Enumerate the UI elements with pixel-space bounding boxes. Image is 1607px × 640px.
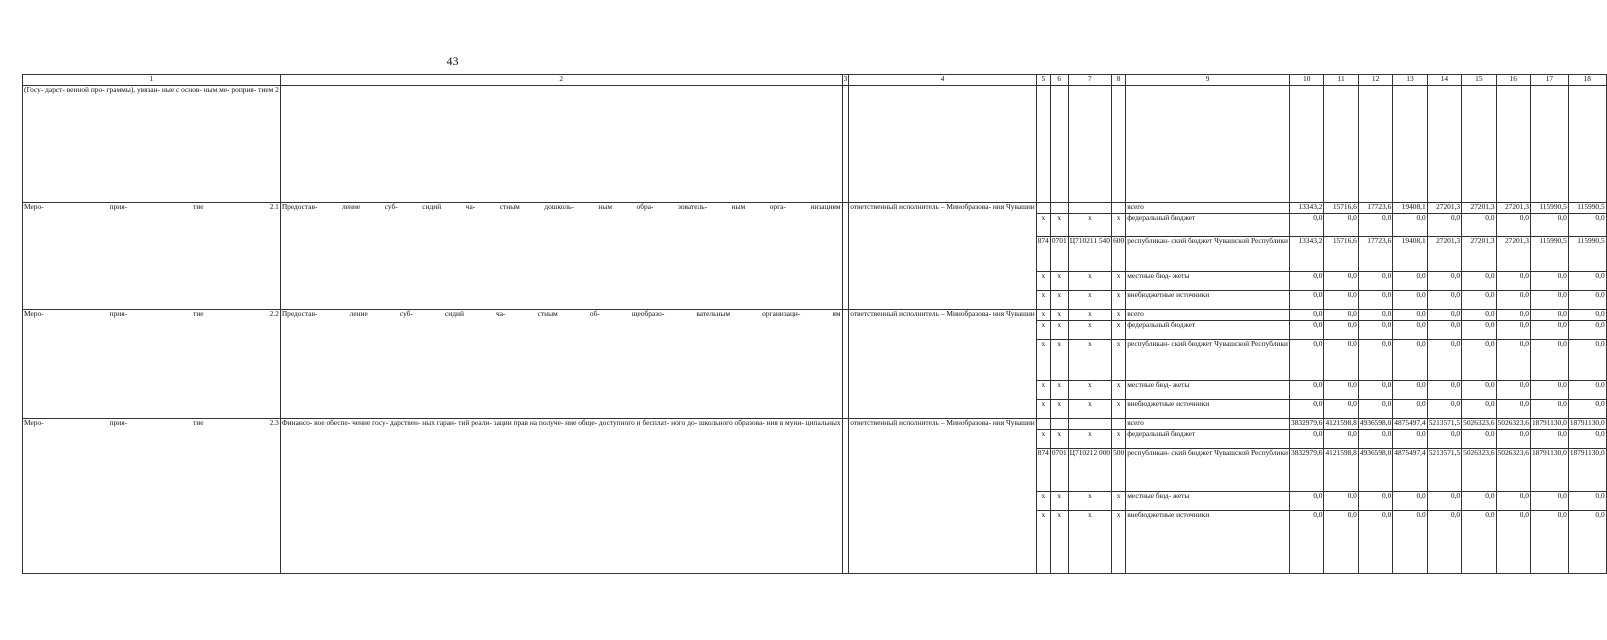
budget-code-section: x bbox=[1050, 381, 1068, 400]
amount-value-col-13: 19408,1 bbox=[1393, 237, 1427, 272]
responsible-executor: ответственный исполнитель – Минобразова- ния Чувашии bbox=[849, 419, 1037, 574]
funding-source: федеральный бюджет bbox=[1126, 430, 1290, 449]
amount-value-col-13: 0,0 bbox=[1393, 492, 1427, 511]
column-header-11: 11 bbox=[1324, 75, 1358, 86]
amount-value-col-11: 0,0 bbox=[1324, 214, 1358, 237]
amount-value-col-16: 0,0 bbox=[1496, 291, 1530, 310]
amount-value-col-14: 0,0 bbox=[1427, 381, 1461, 400]
page-number: 43 bbox=[446, 54, 459, 68]
amount-value-col-12: 0,0 bbox=[1358, 214, 1392, 237]
amount-value-col-16: 0,0 bbox=[1496, 340, 1530, 381]
amount-value-col-15: 27201,3 bbox=[1462, 237, 1496, 272]
amount-value-col-18: 0,0 bbox=[1568, 511, 1606, 574]
amount-value-col-17: 0,0 bbox=[1530, 381, 1568, 400]
budget-code-expense-type: x bbox=[1112, 214, 1126, 237]
budget-code-grbs: x bbox=[1036, 400, 1050, 419]
amount-value-col-17: 115990,5 bbox=[1530, 203, 1568, 214]
measure-description: Предостав- ление суб- сидий ча- стным дошколь- ным обра- зователь- ным орга- низациям bbox=[280, 203, 842, 310]
amount-value-col-11: 0,0 bbox=[1324, 272, 1358, 291]
amount-value-col-14: 0,0 bbox=[1427, 321, 1461, 340]
amount-value-col-12: 0,0 bbox=[1358, 340, 1392, 381]
amount-value-col-10: 3832979,6 bbox=[1290, 419, 1324, 430]
column-header-18: 18 bbox=[1568, 75, 1606, 86]
budget-code-section: x bbox=[1050, 511, 1068, 574]
funding-source: всего bbox=[1126, 419, 1290, 430]
budget-code-section: x bbox=[1050, 492, 1068, 511]
amount-value-col-14: 0,0 bbox=[1427, 310, 1461, 321]
amount-value-col-16: 0,0 bbox=[1496, 310, 1530, 321]
budget-code-target-article: Ц710211 540 bbox=[1068, 237, 1111, 272]
amount-value-col-12: 0,0 bbox=[1358, 272, 1392, 291]
amount-value-col-10: 0,0 bbox=[1290, 321, 1324, 340]
amount-value-col-10: 13343,2 bbox=[1290, 237, 1324, 272]
column-header-4: 4 bbox=[849, 75, 1037, 86]
funding-source: внебюджетные источники bbox=[1126, 291, 1290, 310]
budget-code-section: x bbox=[1050, 430, 1068, 449]
amount-value-col-14: 0,0 bbox=[1427, 492, 1461, 511]
amount-value-col-14: 0,0 bbox=[1427, 272, 1461, 291]
budget-code-expense-type: x bbox=[1112, 291, 1126, 310]
budget-code-section: x bbox=[1050, 214, 1068, 237]
budget-code-grbs: 874 bbox=[1036, 237, 1050, 272]
measure-name: Меро- прия- тие 2.2 bbox=[23, 310, 281, 419]
funding-source: республикан- ский бюджет Чувашской Республики bbox=[1126, 340, 1290, 381]
amount-value-col-18: 0,0 bbox=[1568, 492, 1606, 511]
table-row bbox=[23, 86, 1607, 203]
budget-code-target-article bbox=[1068, 419, 1111, 430]
column-header-15: 15 bbox=[1462, 75, 1496, 86]
amount-value-col-16: 0,0 bbox=[1496, 381, 1530, 400]
amount-value-col-10: 3832979,6 bbox=[1290, 449, 1324, 492]
amount-value-col-18: 18791130,0 bbox=[1568, 449, 1606, 492]
amount-value-col-11: 0,0 bbox=[1324, 340, 1358, 381]
budget-code-grbs: x bbox=[1036, 291, 1050, 310]
measure-name: Меро- прия- тие 2.3 bbox=[23, 419, 281, 574]
amount-value-col-17: 0,0 bbox=[1530, 492, 1568, 511]
amount-value-col-14: 0,0 bbox=[1427, 430, 1461, 449]
budget-code-target-article: x bbox=[1068, 321, 1111, 340]
amount-value-col-16: 0,0 bbox=[1496, 214, 1530, 237]
amount-value-col-12: 0,0 bbox=[1358, 321, 1392, 340]
budget-code-grbs: x bbox=[1036, 430, 1050, 449]
measure-name: Меро- прия- тие 2.1 bbox=[23, 203, 281, 310]
empty-cell bbox=[1496, 86, 1530, 203]
amount-value-col-14: 27201,3 bbox=[1427, 203, 1461, 214]
funding-source: местные бюд- жеты bbox=[1126, 492, 1290, 511]
budget-code-expense-type: x bbox=[1112, 492, 1126, 511]
empty-cell bbox=[1530, 86, 1568, 203]
funding-source: местные бюд- жеты bbox=[1126, 272, 1290, 291]
budget-code-expense-type: x bbox=[1112, 272, 1126, 291]
amount-value-col-10: 0,0 bbox=[1290, 340, 1324, 381]
budget-code-grbs: x bbox=[1036, 272, 1050, 291]
amount-value-col-15: 5026323,6 bbox=[1462, 419, 1496, 430]
budget-code-target-article: x bbox=[1068, 492, 1111, 511]
amount-value-col-10: 0,0 bbox=[1290, 291, 1324, 310]
budget-code-section: x bbox=[1050, 340, 1068, 381]
empty-cell bbox=[1358, 86, 1392, 203]
amount-value-col-15: 0,0 bbox=[1462, 430, 1496, 449]
budget-code-grbs: x bbox=[1036, 214, 1050, 237]
amount-value-col-15: 0,0 bbox=[1462, 272, 1496, 291]
amount-value-col-11: 15716,6 bbox=[1324, 203, 1358, 214]
measure-description: Финансо- вое обеспе- чение госу- дарствен- ных гаран- тий реали- зации прав на получе- ние обще- доступного и бесплат- ного до- школьного образова- ния в муни- ципальных bbox=[280, 419, 842, 574]
amount-value-col-15: 0,0 bbox=[1462, 492, 1496, 511]
budget-code-target-article: x bbox=[1068, 511, 1111, 574]
column-header-16: 16 bbox=[1496, 75, 1530, 86]
amount-value-col-18: 0,0 bbox=[1568, 214, 1606, 237]
amount-value-col-14: 0,0 bbox=[1427, 340, 1461, 381]
column-header-5: 5 bbox=[1036, 75, 1050, 86]
amount-value-col-18: 0,0 bbox=[1568, 340, 1606, 381]
amount-value-col-17: 0,0 bbox=[1530, 310, 1568, 321]
budget-code-section: 0701 bbox=[1050, 237, 1068, 272]
amount-value-col-13: 19408,1 bbox=[1393, 203, 1427, 214]
budget-code-grbs: x bbox=[1036, 492, 1050, 511]
budget-code-section bbox=[1050, 203, 1068, 214]
table-row bbox=[23, 310, 1607, 321]
amount-value-col-18: 0,0 bbox=[1568, 310, 1606, 321]
amount-value-col-16: 5026323,6 bbox=[1496, 419, 1530, 430]
amount-value-col-11: 0,0 bbox=[1324, 310, 1358, 321]
empty-cell bbox=[1324, 86, 1358, 203]
amount-value-col-11: 0,0 bbox=[1324, 291, 1358, 310]
amount-value-col-17: 0,0 bbox=[1530, 272, 1568, 291]
amount-value-col-12: 0,0 bbox=[1358, 310, 1392, 321]
amount-value-col-12: 0,0 bbox=[1358, 430, 1392, 449]
amount-value-col-13: 0,0 bbox=[1393, 272, 1427, 291]
amount-value-col-18: 0,0 bbox=[1568, 291, 1606, 310]
amount-value-col-13: 0,0 bbox=[1393, 214, 1427, 237]
amount-value-col-17: 115990,5 bbox=[1530, 237, 1568, 272]
budget-code-expense-type: x bbox=[1112, 340, 1126, 381]
funding-source: всего bbox=[1126, 203, 1290, 214]
budget-code-section: x bbox=[1050, 291, 1068, 310]
amount-value-col-12: 4936598,0 bbox=[1358, 449, 1392, 492]
budget-code-expense-type: x bbox=[1112, 310, 1126, 321]
amount-value-col-13: 4875497,4 bbox=[1393, 419, 1427, 430]
amount-value-col-17: 0,0 bbox=[1530, 511, 1568, 574]
budget-code-section: x bbox=[1050, 400, 1068, 419]
amount-value-col-17: 0,0 bbox=[1530, 340, 1568, 381]
amount-value-col-18: 18791130,0 bbox=[1568, 419, 1606, 430]
budget-code-expense-type: x bbox=[1112, 381, 1126, 400]
amount-value-col-17: 0,0 bbox=[1530, 400, 1568, 419]
column-header-1: 1 bbox=[23, 75, 281, 86]
empty-cell bbox=[842, 86, 849, 203]
amount-value-col-10: 0,0 bbox=[1290, 492, 1324, 511]
amount-value-col-13: 0,0 bbox=[1393, 400, 1427, 419]
amount-value-col-18: 0,0 bbox=[1568, 430, 1606, 449]
amount-value-col-11: 0,0 bbox=[1324, 430, 1358, 449]
budget-code-target-article: x bbox=[1068, 291, 1111, 310]
empty-cell bbox=[1036, 86, 1050, 203]
amount-value-col-13: 0,0 bbox=[1393, 430, 1427, 449]
budget-code-expense-type bbox=[1112, 419, 1126, 430]
budget-code-target-article: x bbox=[1068, 272, 1111, 291]
funding-source: всего bbox=[1126, 310, 1290, 321]
budget-code-grbs bbox=[1036, 419, 1050, 430]
empty-cell bbox=[1126, 86, 1290, 203]
amount-value-col-10: 0,0 bbox=[1290, 310, 1324, 321]
amount-value-col-14: 0,0 bbox=[1427, 511, 1461, 574]
amount-value-col-17: 18791130,0 bbox=[1530, 419, 1568, 430]
amount-value-col-14: 5213571,5 bbox=[1427, 449, 1461, 492]
amount-value-col-17: 0,0 bbox=[1530, 291, 1568, 310]
amount-value-col-16: 27201,3 bbox=[1496, 203, 1530, 214]
column-header-14: 14 bbox=[1427, 75, 1461, 86]
amount-value-col-13: 0,0 bbox=[1393, 511, 1427, 574]
budget-code-grbs: x bbox=[1036, 321, 1050, 340]
amount-value-col-13: 0,0 bbox=[1393, 381, 1427, 400]
column-header-8: 8 bbox=[1112, 75, 1126, 86]
amount-value-col-18: 0,0 bbox=[1568, 400, 1606, 419]
empty-cell bbox=[1290, 86, 1324, 203]
program-linked-label: (Госу- дарст- венной про- граммы), увязан- ные с основ- ным ме- роприя- тием 2 bbox=[23, 86, 281, 203]
table-row bbox=[23, 203, 1607, 214]
amount-value-col-13: 0,0 bbox=[1393, 321, 1427, 340]
amount-value-col-15: 0,0 bbox=[1462, 291, 1496, 310]
amount-value-col-12: 0,0 bbox=[1358, 400, 1392, 419]
budget-code-section: x bbox=[1050, 310, 1068, 321]
amount-value-col-12: 17723,6 bbox=[1358, 237, 1392, 272]
amount-value-col-11: 0,0 bbox=[1324, 321, 1358, 340]
budget-code-expense-type bbox=[1112, 203, 1126, 214]
amount-value-col-11: 0,0 bbox=[1324, 381, 1358, 400]
column-header-6: 6 bbox=[1050, 75, 1068, 86]
amount-value-col-18: 0,0 bbox=[1568, 381, 1606, 400]
column-header-9: 9 bbox=[1126, 75, 1290, 86]
amount-value-col-15: 0,0 bbox=[1462, 511, 1496, 574]
amount-value-col-13: 4875497,4 bbox=[1393, 449, 1427, 492]
budget-code-target-article bbox=[1068, 203, 1111, 214]
amount-value-col-15: 0,0 bbox=[1462, 214, 1496, 237]
amount-value-col-16: 5026323,6 bbox=[1496, 449, 1530, 492]
amount-value-col-11: 0,0 bbox=[1324, 492, 1358, 511]
table-row bbox=[23, 419, 1607, 430]
budget-code-section: x bbox=[1050, 272, 1068, 291]
empty-cell bbox=[1462, 86, 1496, 203]
empty-cell bbox=[1050, 86, 1068, 203]
amount-value-col-13: 0,0 bbox=[1393, 291, 1427, 310]
amount-value-col-11: 4121598,8 bbox=[1324, 449, 1358, 492]
amount-value-col-12: 0,0 bbox=[1358, 291, 1392, 310]
amount-value-col-11: 15716,6 bbox=[1324, 237, 1358, 272]
column-header-2: 2 bbox=[280, 75, 842, 86]
amount-value-col-14: 5213571,5 bbox=[1427, 419, 1461, 430]
budget-table bbox=[22, 74, 1607, 574]
amount-value-col-16: 0,0 bbox=[1496, 272, 1530, 291]
amount-value-col-16: 27201,3 bbox=[1496, 237, 1530, 272]
budget-code-section bbox=[1050, 419, 1068, 430]
amount-value-col-14: 0,0 bbox=[1427, 214, 1461, 237]
amount-value-col-11: 4121598,8 bbox=[1324, 419, 1358, 430]
funding-source: республикан- ский бюджет Чувашской Республики bbox=[1126, 237, 1290, 272]
amount-value-col-18: 115990,5 bbox=[1568, 237, 1606, 272]
empty-cell bbox=[842, 419, 849, 574]
funding-source: внебюджетные источники bbox=[1126, 400, 1290, 419]
amount-value-col-14: 0,0 bbox=[1427, 291, 1461, 310]
empty-cell bbox=[849, 86, 1037, 203]
amount-value-col-18: 0,0 bbox=[1568, 272, 1606, 291]
table-header-row bbox=[23, 75, 1607, 86]
column-header-13: 13 bbox=[1393, 75, 1427, 86]
measure-description: Предостав- ление суб- сидий ча- стным об- щеобразо- вательным организаци- ям bbox=[280, 310, 842, 419]
amount-value-col-10: 13343,2 bbox=[1290, 203, 1324, 214]
budget-code-target-article: Ц710212 000 bbox=[1068, 449, 1111, 492]
amount-value-col-16: 0,0 bbox=[1496, 492, 1530, 511]
amount-value-col-18: 0,0 bbox=[1568, 321, 1606, 340]
amount-value-col-17: 18791130,0 bbox=[1530, 449, 1568, 492]
amount-value-col-10: 0,0 bbox=[1290, 511, 1324, 574]
amount-value-col-11: 0,0 bbox=[1324, 400, 1358, 419]
funding-source: республикан- ский бюджет Чувашской Республики bbox=[1126, 449, 1290, 492]
amount-value-col-15: 0,0 bbox=[1462, 400, 1496, 419]
amount-value-col-15: 27201,3 bbox=[1462, 203, 1496, 214]
budget-code-grbs: x bbox=[1036, 511, 1050, 574]
budget-code-target-article: x bbox=[1068, 310, 1111, 321]
budget-code-section: x bbox=[1050, 321, 1068, 340]
empty-cell bbox=[1068, 86, 1111, 203]
budget-code-grbs: 874 bbox=[1036, 449, 1050, 492]
funding-source: федеральный бюджет bbox=[1126, 321, 1290, 340]
amount-value-col-15: 0,0 bbox=[1462, 381, 1496, 400]
budget-code-expense-type: x bbox=[1112, 400, 1126, 419]
responsible-executor: ответственный исполнитель – Минобразова- ния Чувашии bbox=[849, 203, 1037, 310]
budget-code-expense-type: 500 bbox=[1112, 449, 1126, 492]
empty-cell bbox=[842, 310, 849, 419]
amount-value-col-16: 0,0 bbox=[1496, 321, 1530, 340]
amount-value-col-16: 0,0 bbox=[1496, 430, 1530, 449]
budget-code-grbs: x bbox=[1036, 381, 1050, 400]
amount-value-col-17: 0,0 bbox=[1530, 321, 1568, 340]
amount-value-col-12: 0,0 bbox=[1358, 381, 1392, 400]
amount-value-col-10: 0,0 bbox=[1290, 430, 1324, 449]
column-header-12: 12 bbox=[1358, 75, 1392, 86]
empty-cell bbox=[842, 203, 849, 310]
funding-source: федеральный бюджет bbox=[1126, 214, 1290, 237]
amount-value-col-12: 4936598,0 bbox=[1358, 419, 1392, 430]
empty-cell bbox=[280, 86, 842, 203]
amount-value-col-10: 0,0 bbox=[1290, 214, 1324, 237]
budget-code-expense-type: 600 bbox=[1112, 237, 1126, 272]
budget-code-target-article: x bbox=[1068, 400, 1111, 419]
amount-value-col-12: 0,0 bbox=[1358, 492, 1392, 511]
amount-value-col-15: 5026323,6 bbox=[1462, 449, 1496, 492]
funding-source: внебюджетные источники bbox=[1126, 511, 1290, 574]
budget-code-expense-type: x bbox=[1112, 511, 1126, 574]
budget-code-expense-type: x bbox=[1112, 321, 1126, 340]
column-header-10: 10 bbox=[1290, 75, 1324, 86]
budget-code-target-article: x bbox=[1068, 381, 1111, 400]
budget-code-section: 0701 bbox=[1050, 449, 1068, 492]
amount-value-col-15: 0,0 bbox=[1462, 340, 1496, 381]
column-header-17: 17 bbox=[1530, 75, 1568, 86]
budget-code-target-article: x bbox=[1068, 430, 1111, 449]
amount-value-col-13: 0,0 bbox=[1393, 340, 1427, 381]
amount-value-col-18: 115990,5 bbox=[1568, 203, 1606, 214]
empty-cell bbox=[1393, 86, 1427, 203]
budget-code-grbs: x bbox=[1036, 340, 1050, 381]
amount-value-col-16: 0,0 bbox=[1496, 400, 1530, 419]
responsible-executor: ответственный исполнитель – Минобразова- ния Чувашии bbox=[849, 310, 1037, 419]
amount-value-col-17: 0,0 bbox=[1530, 214, 1568, 237]
amount-value-col-15: 0,0 bbox=[1462, 310, 1496, 321]
empty-cell bbox=[1112, 86, 1126, 203]
budget-code-grbs: x bbox=[1036, 310, 1050, 321]
amount-value-col-14: 27201,3 bbox=[1427, 237, 1461, 272]
empty-cell bbox=[1568, 86, 1606, 203]
amount-value-col-17: 0,0 bbox=[1530, 430, 1568, 449]
budget-code-target-article: x bbox=[1068, 214, 1111, 237]
budget-code-expense-type: x bbox=[1112, 430, 1126, 449]
amount-value-col-10: 0,0 bbox=[1290, 381, 1324, 400]
column-header-7: 7 bbox=[1068, 75, 1111, 86]
amount-value-col-16: 0,0 bbox=[1496, 511, 1530, 574]
column-header-3: 3 bbox=[842, 75, 849, 86]
empty-cell bbox=[1427, 86, 1461, 203]
amount-value-col-15: 0,0 bbox=[1462, 321, 1496, 340]
budget-code-grbs bbox=[1036, 203, 1050, 214]
amount-value-col-13: 0,0 bbox=[1393, 310, 1427, 321]
amount-value-col-12: 0,0 bbox=[1358, 511, 1392, 574]
amount-value-col-10: 0,0 bbox=[1290, 272, 1324, 291]
amount-value-col-12: 17723,6 bbox=[1358, 203, 1392, 214]
funding-source: местные бюд- жеты bbox=[1126, 381, 1290, 400]
amount-value-col-14: 0,0 bbox=[1427, 400, 1461, 419]
amount-value-col-10: 0,0 bbox=[1290, 400, 1324, 419]
amount-value-col-11: 0,0 bbox=[1324, 511, 1358, 574]
budget-code-target-article: x bbox=[1068, 340, 1111, 381]
